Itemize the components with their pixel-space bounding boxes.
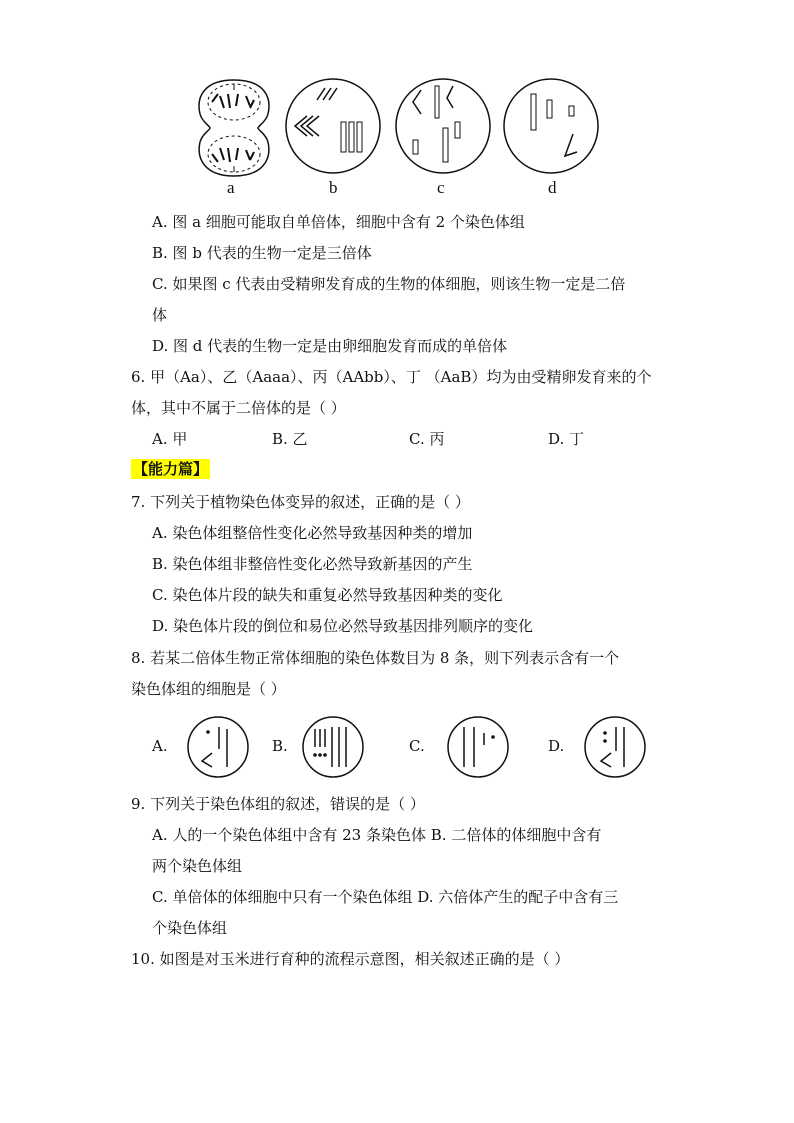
figure-label-c: c: [437, 178, 445, 197]
q7-stem: 7. 下列关于植物染色体变异的叙述，正确的是（ ）: [131, 493, 470, 511]
q9-line2: 两个染色体组: [152, 857, 243, 875]
q7-option-b: B. 染色体组非整倍性变化必然导致新基因的产生: [152, 555, 473, 573]
figure-label-a: a: [227, 178, 235, 197]
cell-b-diagram: [283, 76, 383, 176]
q9-line4: 个染色体组: [152, 919, 228, 937]
q8-option-d-cell: [583, 715, 647, 779]
q5-option-d: D. 图 d 代表的生物一定是由卵细胞发育而成的单倍体: [152, 337, 508, 355]
q8-option-c-label: C.: [409, 737, 425, 755]
section-title: 【能力篇】: [133, 460, 209, 478]
q6-stem-line2: 体，其中不属于二倍体的是（ ）: [131, 399, 346, 417]
q8-option-a-cell: [186, 715, 250, 779]
q6-stem-line1: 6. 甲（Aa）、乙（Aaaa）、丙（AAbb）、丁 （AaB）均为由受精卵发育来的个: [131, 368, 652, 386]
q8-option-b-label: B.: [272, 737, 288, 755]
cell-a-diagram: [194, 72, 274, 182]
q7-option-a: A. 染色体组整倍性变化必然导致基因种类的增加: [152, 524, 473, 542]
q8-option-b-cell: [301, 715, 365, 779]
figure-label-b: b: [329, 178, 338, 197]
q8-option-c-cell: [446, 715, 510, 779]
cell-c-diagram: [393, 76, 493, 176]
q8-stem-line2: 染色体组的细胞是（ ）: [131, 680, 286, 698]
q9-stem: 9. 下列关于染色体组的叙述，错误的是（ ）: [131, 795, 425, 813]
q10-stem: 10. 如图是对玉米进行育种的流程示意图，相关叙述正确的是（ ）: [131, 950, 570, 968]
q8-option-a-label: A.: [152, 737, 168, 755]
q5-option-b: B. 图 b 代表的生物一定是三倍体: [152, 244, 372, 262]
q7-option-c: C. 染色体片段的缺失和重复必然导致基因种类的变化: [152, 586, 503, 604]
q6-option-b: B. 乙: [272, 430, 308, 448]
q5-option-a: A. 图 a 细胞可能取自单倍体，细胞中含有 2 个染色体组: [152, 213, 525, 231]
q5-option-c: C. 如果图 c 代表由受精卵发育成的生物的体细胞，则该生物一定是二倍: [152, 275, 626, 293]
q8-option-d-label: D.: [548, 737, 565, 755]
q6-option-a: A. 甲: [152, 430, 188, 448]
figure-label-d: d: [548, 178, 557, 197]
q9-line3: C. 单倍体的体细胞中只有一个染色体组 D. 六倍体产生的配子中含有三: [152, 888, 619, 906]
q7-option-d: D. 染色体片段的倒位和易位必然导致基因排列顺序的变化: [152, 617, 534, 635]
q6-option-d: D. 丁: [548, 430, 585, 448]
q6-option-c: C. 丙: [409, 430, 445, 448]
cell-d-diagram: [501, 76, 601, 176]
q8-stem-line1: 8. 若某二倍体生物正常体细胞的染色体数目为 8 条，则下列表示含有一个: [131, 649, 620, 667]
q9-line1: A. 人的一个染色体组中含有 23 条染色体 B. 二倍体的体细胞中含有: [152, 826, 602, 844]
q5-option-c-continued: 体: [152, 306, 168, 324]
